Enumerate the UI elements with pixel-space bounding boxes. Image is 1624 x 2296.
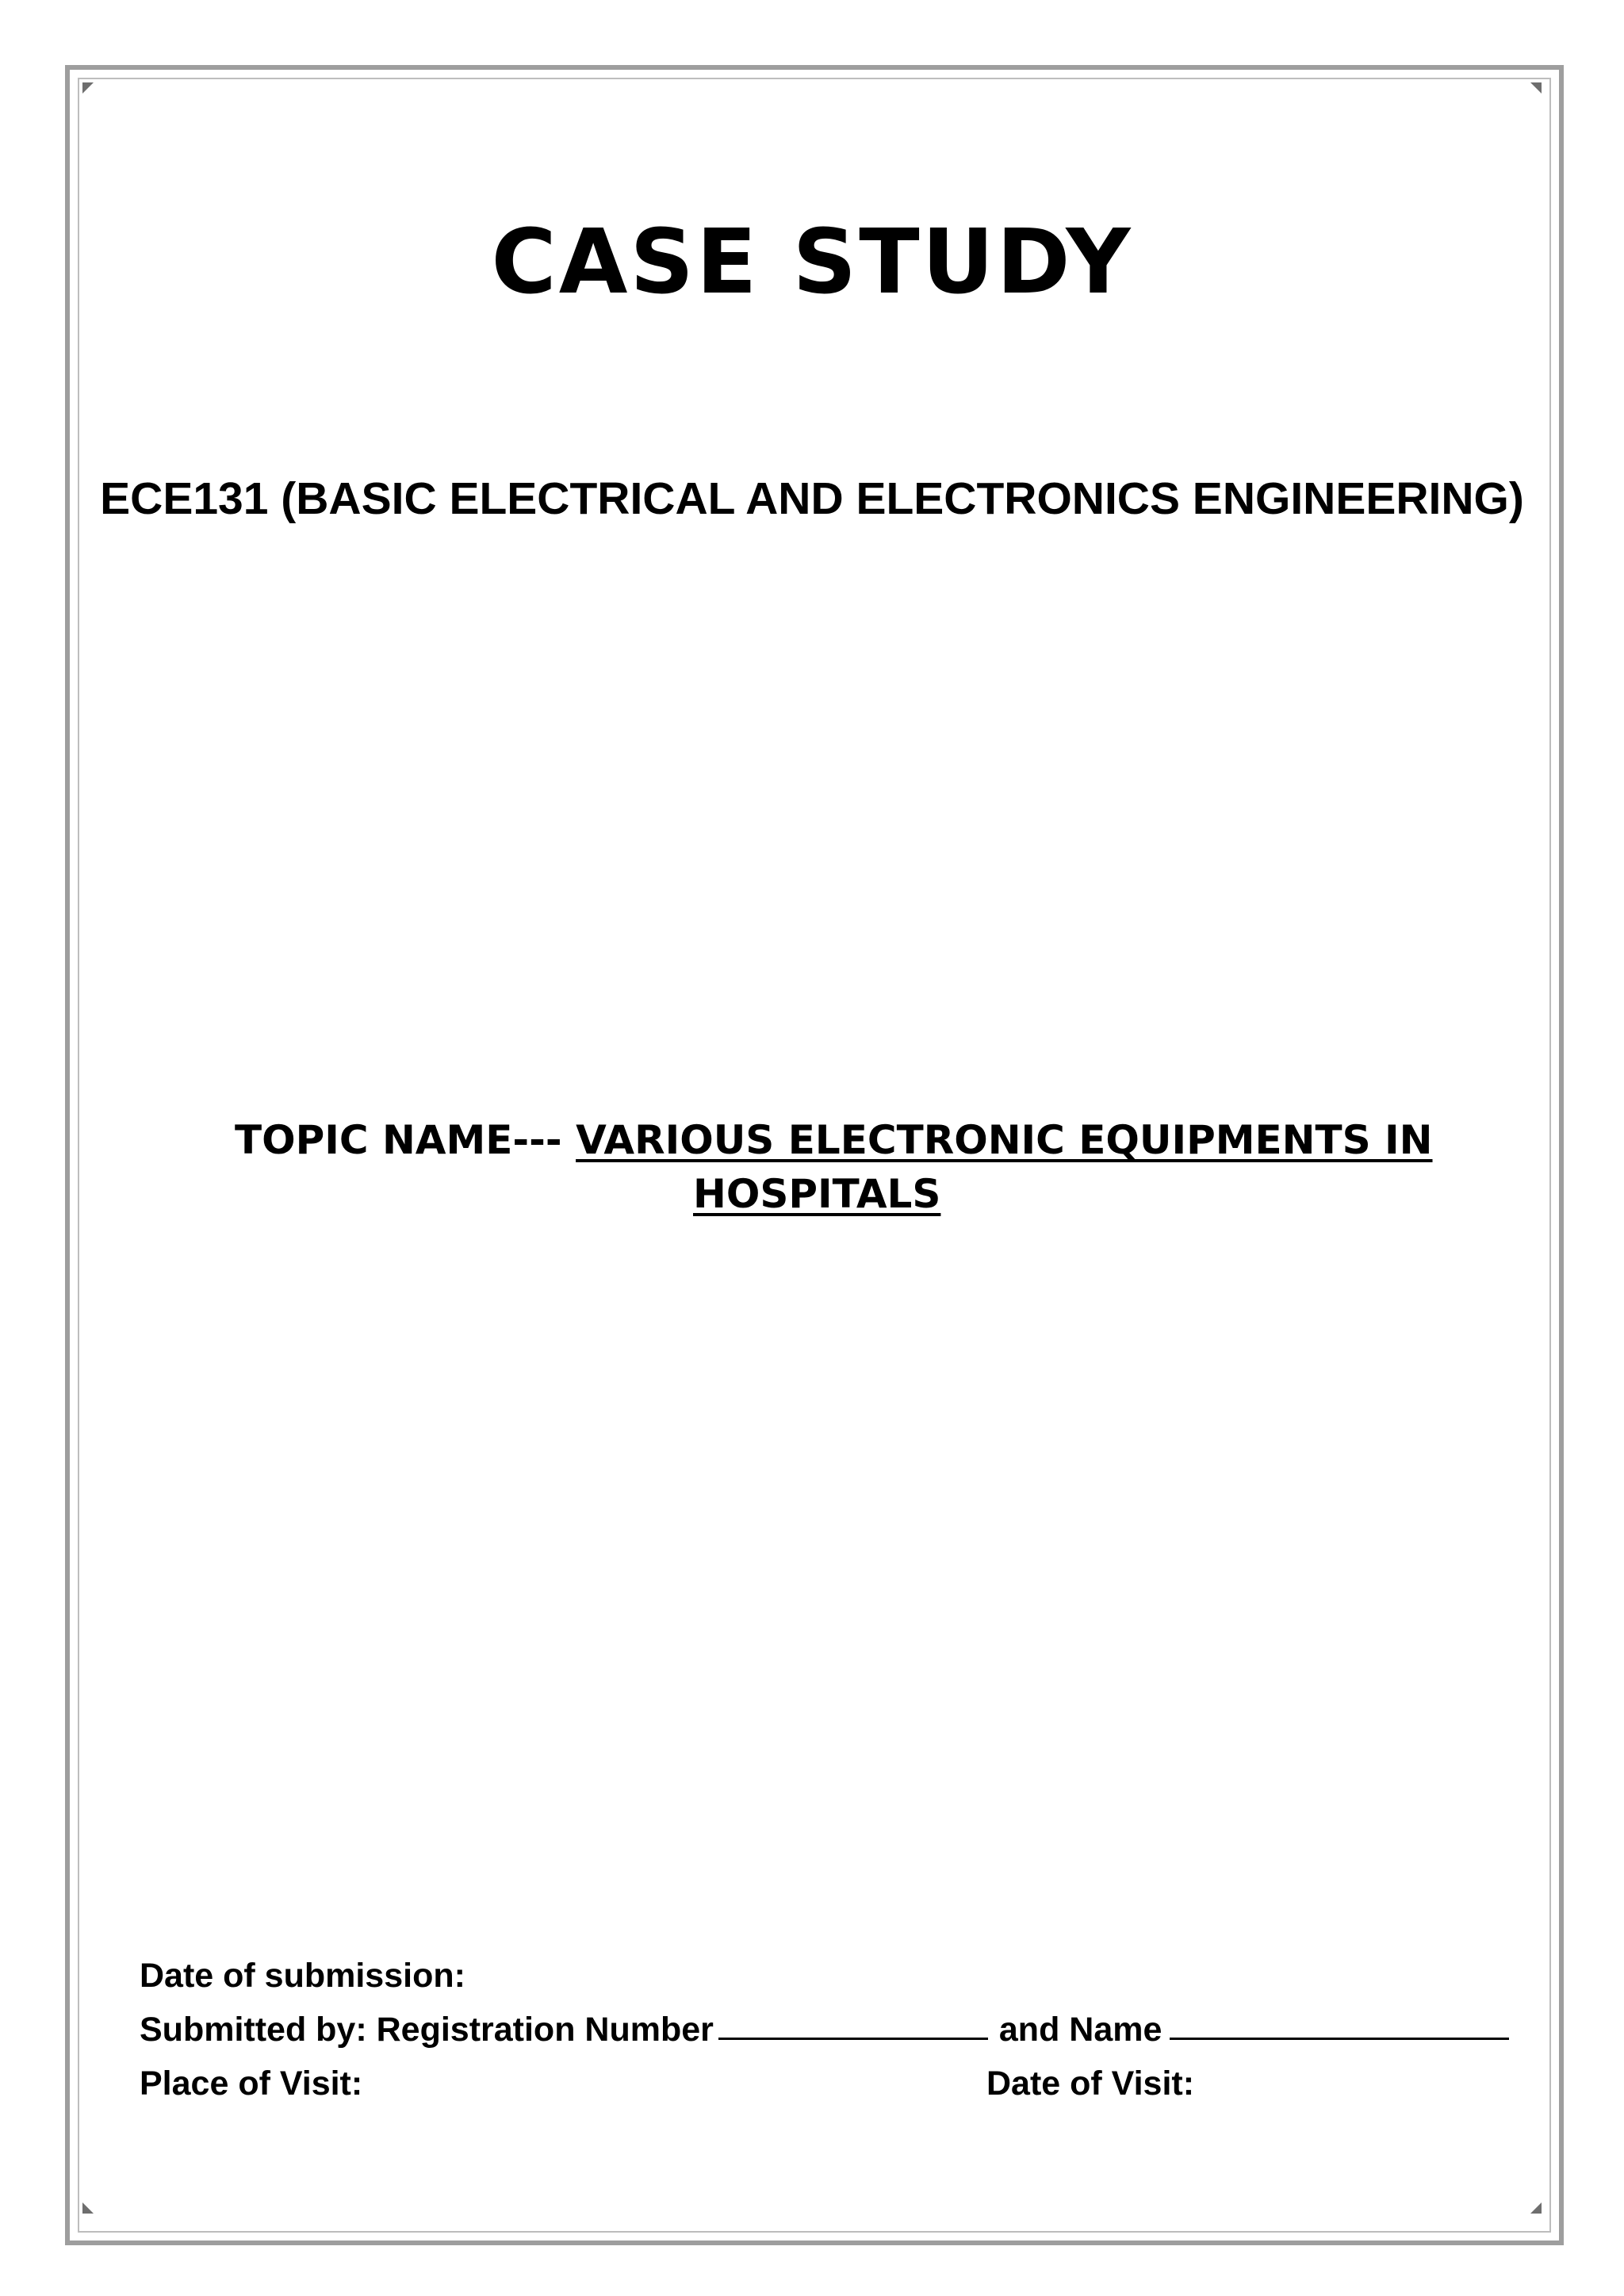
- corner-ornament-top-left: [82, 82, 94, 94]
- place-of-visit-label: Place of Visit:: [140, 2064, 363, 2103]
- topic-line-2: [235, 1168, 1472, 1222]
- registration-number-blank[interactable]: [718, 2003, 988, 2040]
- corner-ornament-top-right: [1530, 82, 1542, 94]
- date-of-visit-label: Date of Visit:: [986, 2064, 1195, 2103]
- and-name-label: and Name: [998, 2011, 1162, 2049]
- topic-line-1: [235, 1114, 1472, 1168]
- date-of-submission-row: [140, 1949, 1535, 2003]
- submitted-by-label: Submitted by: Registration Number: [140, 2011, 714, 2049]
- topic-value-line-1: VARIOUS ELECTRONIC EQUIPMENTS IN: [576, 1117, 1433, 1163]
- page-title: CASE STUDY: [491, 211, 1133, 314]
- topic-value-line-2: HOSPITALS: [693, 1170, 941, 1217]
- corner-ornament-bottom-left: [82, 2202, 94, 2214]
- date-of-submission-label: Date of submission:: [140, 1957, 465, 1995]
- visit-row: [140, 2057, 1535, 2110]
- topic-label: TOPIC NAME---: [235, 1117, 562, 1163]
- corner-ornament-bottom-right: [1530, 2202, 1542, 2214]
- course-title: ECE131 (BASIC ELECTRICAL AND ELECTRONICS ENGINEERING): [100, 473, 1524, 524]
- name-blank[interactable]: [1170, 2003, 1509, 2040]
- submitted-by-row: [140, 2003, 1535, 2057]
- topic-block: [235, 1114, 1472, 1221]
- submission-details: [140, 1949, 1535, 2110]
